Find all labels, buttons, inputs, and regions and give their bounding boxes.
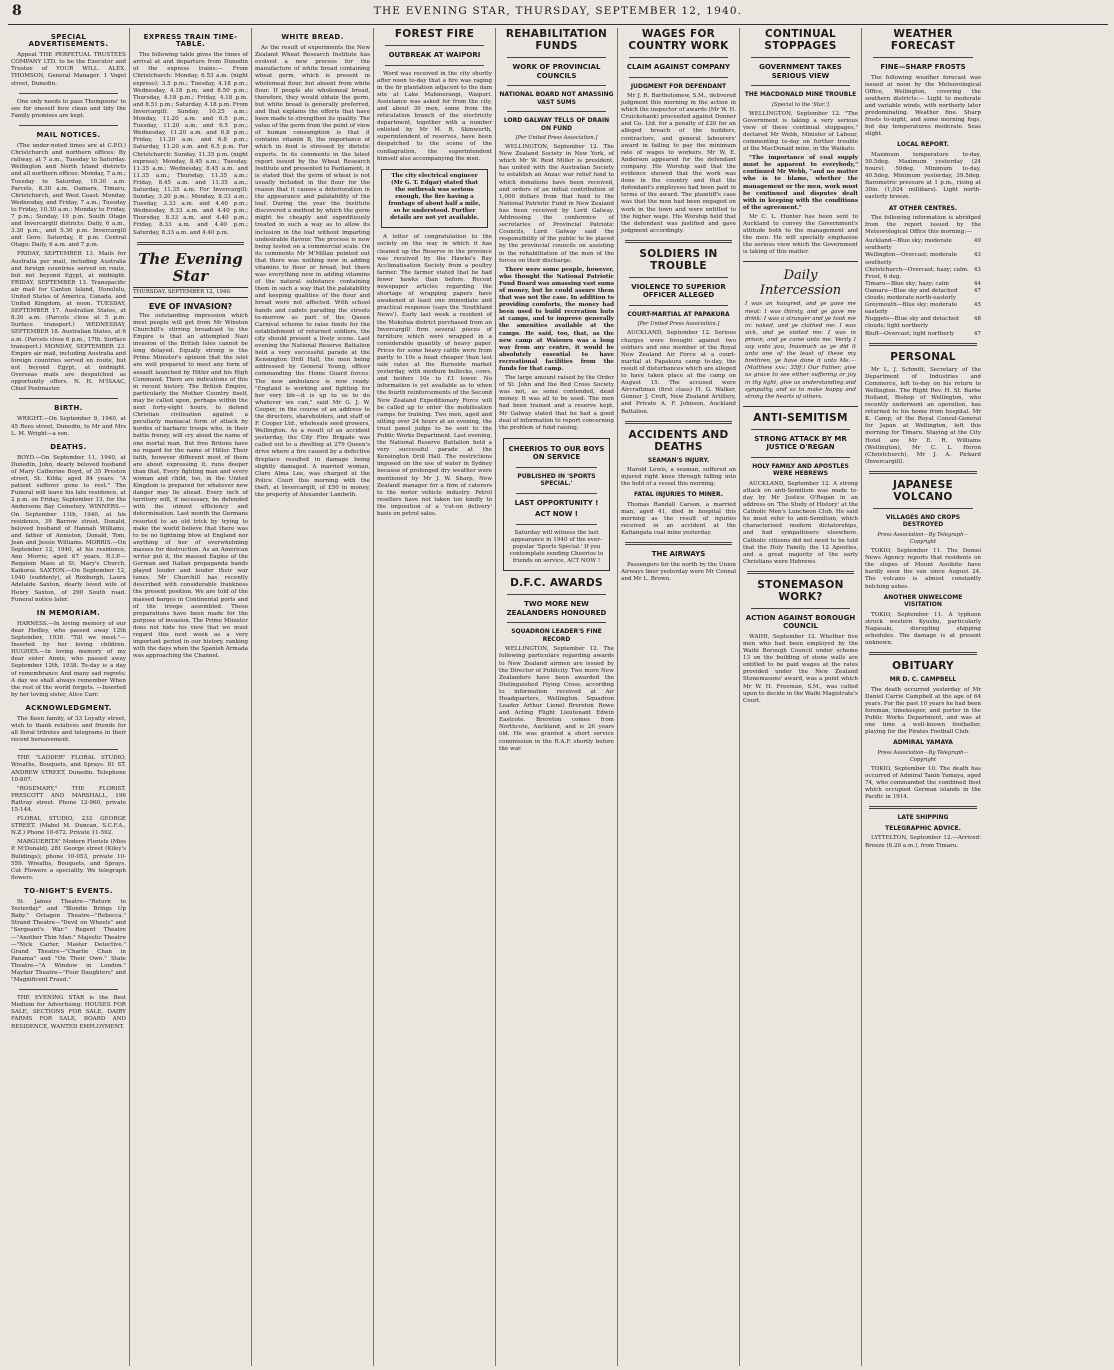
stonemason-subhead: ACTION AGAINST BOROUGH COUNCIL (745, 613, 856, 631)
yamaya-byline: Press Association—By Telegraph—Copyright (877, 749, 969, 763)
shipping-title: LATE SHIPPING (897, 814, 949, 822)
rehab-headline: REHABILITATION FUNDS (505, 28, 608, 52)
cheerios-ad (503, 438, 610, 571)
soldiers-subhead: VIOLENCE TO SUPERIOR OFFICER ALLEGED (631, 282, 726, 300)
cheerios-title: CHEERIOS TO OUR BOYS ON SERVICE (508, 444, 605, 462)
weather-temp: 48 (973, 316, 981, 323)
visitation-text: TOKIO, September 11. A typhoon struck western Kyushu, particularly Nagasaki, disrupting shipping schedules. The damage is at present unknown. (865, 611, 981, 647)
divider (751, 85, 850, 86)
stoppages-subhead: GOVERNMENT TAKES SERIOUS VIEW (759, 63, 842, 80)
obituary-subhead: MR D. C. CAMPBELL (889, 676, 957, 684)
volcano-byline: Press Association—By Telegraph—Copyright (877, 531, 969, 545)
soldiers-byline: [Per United Press Association.] (637, 321, 720, 328)
weather-row (865, 331, 981, 338)
local-report-title: LOCAL REPORT. (897, 141, 949, 149)
seaman-text: Harold Lewis, a seaman, suffered an injured right knee through falling into the hold of a vessel this morning. (621, 467, 736, 488)
rehab-byline: [Per United Press Association.] (515, 135, 598, 141)
divider (629, 57, 728, 58)
personal-text: Mr L. J. Schmitt, Secretary of the Department of Industries and Commerce, left to-day on his return to Wellington. The Right Rev. H. St. Barbe Holland, Bishop of Wellington, who recently underwent an operation, has returned to his home from hospital. Mr K. Camp, of the Royal Consul-General for Japan at Wellington, left this morning for Timaru. Staying at the City Hotel are Mr E. R. Williams (Wellington), Mr C. L. Heron (Christchurch), Mr J. A. Pickard (Invercargill). (865, 366, 981, 465)
divider (19, 398, 118, 399)
rehab-text-2: The large amount raised by the Order of St. John and the Red Cross Society was not, as some contended, dead money. It was all to be used. The men had been trained and a reserve kept. Mr Galway stated that he had a good deal of information to report concerning the problem of fund raising. (499, 375, 614, 431)
cheerios-act: ACT NOW ! (535, 510, 578, 519)
weather-row (865, 238, 981, 252)
weather-row (865, 316, 981, 330)
anti-semitism-subhead: STRONG ATTACK BY MR JUSTICE O'REGAN (754, 434, 847, 452)
white-bread-text: As the result of experiments the New Zealand Wheat Research Institute has evolved a new process for the manufacture of white bread containing wheat germ, which is present in wholemeal flour, but absent from white flour. If people ate wholemeal bread, therefore, they would obtain the germ, but white bread is generally preferred, and that explains the efforts that have been made to strengthen its quality. The value of the germ from the point of view of human consumption is that it contains vitamin B, the importance of which in food is stressed by dietetic experts. In its comments in the latest report issued by the Wheat Research Institute and presented to Parliament, it is stated that the germ of wheat is not usually included in the flour for the reason that it causes a deterioration in the appearance and palatability of the loaf. During the year the Institute discovered a method by which the germ might be cheaply and expeditiously treated in such a way as to allow its inclusion in the loaf without imparting undesirable flavour. The process is now being tested on a commercial scale. On its comments Mr M'Millan pointed out that there was nothing new in adding vitamins to flour or bread, but there was everything new in adding vitamins of the natural substance containing them in such a way that the palatability and keeping qualities of the flour and bread were not affected. With school bands and cadets parading the streets to-morrow as part of the Queen Carnival scheme to raise funds for the establishment of returned soldiers, the city should present a lively scene. Last evening the National Reserve Battalion held a very successful parade at the Kensington Drill Hall, the men being addressed by General Young, officer commanding the Home Guard forces. The new ambulance is now ready. "England is working and fighting for her very life—it is up to us to do whatever we can," said Mr G. J. W. Cooper, in the course of an address to the directors, shareholders, and staff of F. Cooper Ltd., wholesale seed growers, Wellington. As a result of an accident yesterday, the City Fire Brigade was called out to a dwelling at 279 Queen's drive where a fire caused by a defective fireplace resulted in damage being slightly damaged. A married woman, Clare Alma Lee, was charged at the Police Court this morning with the theft, at Invercargill, of £50 in money, the property of Alexander Lambeth. (255, 45, 370, 498)
shipping-subhead: TELEGRAPHIC ADVICE. (885, 824, 961, 832)
weather-row (865, 288, 981, 302)
rehab-subhead-3: LORD GALWAY TELLS OF DRAIN ON FUND (503, 117, 610, 132)
divider (507, 85, 606, 86)
rehab-bold-text: There were some people, however, who thought the National Patriotic Fund Board was amassing vast sums of money, but he could assure them that was not the case. In addition to providing comforts, the money had been used to build recreation huts at camps, and to improve generally the amenities available at the camps. He said, too, that, as the new camp at Waiouru was a long way from any centre, it would be absolutely essential to have recreational facilities from the funds for that camp. (499, 266, 614, 372)
soldiers-headline: SOLDIERS IN TROUBLE (639, 247, 718, 272)
other-centres-title: AT OTHER CENTRES. (888, 204, 958, 212)
page-header: THE EVENING STAR, THURSDAY, SEPTEMBER 12, 1940. (373, 5, 743, 17)
wages-text: Mr J. R. Bartholomew, S.M., delivered judgment this morning in the action in which the inspector of awards (Mr W. H. Cruickshank) proceeded against Donner and Co. Ltd. for a penalty of £20 for an alleged breach of the builders, contractors, and general labourers' award in failing to pay the minimum rate of wages to workers. Mr W. E. Anderson appeared for the defendant company. His Worship said that the evidence showed that the work was done in the country and that the defendant's employees had been paid in terms of the award. The plaintiff's case was that the men had been engaged on work in the town and were entitled to the higher wage. His Worship held that the defendant was justified and gave judgment accordingly. (621, 93, 736, 234)
obituary-text: The death occurred yesterday of Mr Daniel Carrie Campbell at the age of 64 years. For the past 10 years he had been foreman, timekeeper, and porter in the Public Works Department, and was at one time a well-known footballer, playing for the Pirates Football Club. (865, 686, 981, 736)
volcano-text: TOKIO, September 11. The Domei News Agency reports that residents on the slopes of Mount Asoikito have hardly seen the sun since August 24. The volcano is almost constantly belching ashes. (865, 548, 981, 590)
mail-notices-text: (The under-noted times are at C.P.O.) Christchurch and northern offices: By railway, at 7 a.m., Tuesday to Saturday. Wellington and North Island districts and all northern offices: Monday, 7 a.m.; Tuesday to Saturday, 10.30 a.m. Parcels, 8.30 a.m. Oamaru, Timaru, Christchurch, and West Coast: Monday, Wednesday, and Friday, 7 a.m.; Tuesday to Friday, 10.30 a.m.; Monday to Friday, 7 p.m.; Sunday, 10 p.m. South Otago and Invercargill districts: Daily, 6 a.m., 3.30 p.m., and 5.30 p.m. Invercargill and Gore: Saturday, 8 p.m. Central Otago: Daily, 6 a.m. and 7 p.m. (11, 143, 126, 249)
trustee-ad-text: Appeal THE PERPETUAL TRUSTEES COMPANY LTD. to be the Executor and Trustee of YOUR WILL. ALEX. THOMSON, General Manager. 1 Vogel street, Dunedin. (11, 52, 126, 87)
anti-semitism-subhead-2: HOLY FAMILY AND APOSTLES WERE HEBREWS (752, 462, 849, 478)
divider (516, 524, 597, 525)
weather-temp: 47 (973, 330, 981, 337)
mail-dates-text: FRIDAY, SEPTEMBER 13. Mails for Australia per mail, including Australia and foreign countries served en route, but not beyond Egypt, at midnight. FRIDAY, SEPTEMBER 13. Transpacific air mail for Canton Island, Honolulu, United States of America, Canada, and United Kingdom, at noon. TUESDAY, SEPTEMBER 17. Australian States, at 8.30 a.m. (Parcels close at 5 p.m. Surface transport.) WEDNESDAY, SEPTEMBER 18. Australian States, at 6 a.m. (Parcels close 6 p.m., 17th. Surface transport.) MONDAY, SEPTEMBER 23. Empire air mail, including Australia and foreign countries served en route, but not beyond Egypt, at midnight. Overseas mails are despatched as opportunity offers. N. H. M'ISAAC, Chief Postmaster. (11, 251, 126, 393)
divider (869, 652, 977, 655)
divider (751, 429, 850, 430)
weather-row (865, 302, 981, 316)
divider (869, 343, 977, 346)
divider (507, 594, 606, 595)
memoriam-text: HARNESS.—In loving memory of our dear Hedley, who passed away 12th September, 1936. "Till we meet."—Inserted by her loving children. HUGHES.—In loving memory of my dear sister Annie, who passed away September 12th, 1938. To-day is a day of remembrance And many sad regrets; A day we shall always remember When the rest of the world forgets. —Inserted by her loving sister, Alice Carr. (11, 620, 126, 698)
weather-temp: 49 (973, 238, 981, 245)
events-text: St. James Theatre—"Return to Yesterday" and "Blondie Brings Up Baby." Octagon Theatre—"Rebecca." Strand Theatre—"Devil on Wheels" and "Sergeant's War." Regent Theatre—"Another Thin Man." Majestic Theatre—"Nick Carter, Master Detective." Grand Theatre—"Charlie Chan in Panama" and "On Their Own." State Theatre—"A Window in London." Mayfair Theatre—"Four Daughters" and "Magnificent Fraud." (11, 899, 126, 984)
mail-notices-title: MAIL NOTICES. (36, 130, 101, 139)
florist-ad: THE "LADDER" FLORAL STUDIO, Wreaths, Bouquets, and Sprays. 81 ST. ANDREW STREET, Dunedin. Telephone 10-807. (11, 755, 126, 783)
forest-fire-subhead: OUTBREAK AT WAIPORI (388, 51, 481, 59)
accidents-headline: ACCIDENTS AND DEATHS (628, 428, 729, 453)
miner-title: FATAL INJURIES TO MINER. (633, 491, 724, 499)
divider (625, 240, 732, 243)
weather-place: Wellington—Overcast; moderate southerly (865, 252, 958, 266)
stonemason-headline: STONEMASON WORK? (757, 578, 844, 603)
divider (629, 77, 728, 78)
divider (625, 542, 732, 545)
divider (19, 749, 118, 750)
masthead (8, 3, 1108, 25)
cheerios-text: Saturday will witness the last appearance in 1940 of the ever-popular 'Sports Special.' If you contemplate sending Cheerios to friends on service, ACT NOW ! (509, 529, 604, 565)
wages-subhead: CLAIM AGAINST COMPANY (626, 63, 731, 71)
divider (516, 467, 597, 468)
weather-place: Bluff—Overcast; light northerly (865, 330, 955, 337)
local-report-text: Maximum temperature to-day, 50.5deg. Maximum yesterday (24 hours), 50deg. Minimum to-day, 40.5deg. Minimum yesterday, 39.5deg. Barometric pressure at 1 p.m., rising at 30in. (1,024 millibars). Light north-easterly breeze. (865, 151, 981, 201)
miner-text: Thomas Randall Carson, a married man, aged 41, died in hospital this morning as the result of injuries received in an accident at the Kaitangata coal mine yesterday. (621, 501, 736, 537)
rehab-text: WELLINGTON, September 12. The New Zealand Society in New York, of which Mr W. Reid Miller is president, has united with the Australian Society to establish an Anzac war relief fund to which donations have been received, and orders of an initial contribution of 1,000 dollars from that fund to the National Patriotic Fund in New Zealand has been received by Lord Galway. Addressing the conference of secretaries of Provincial Patriotic Councils, Lord Galway said the responsibility of the public to be placed by the provincial councils on assisting in the rehabilitation of the men of the forces on their discharge. (499, 144, 614, 264)
wages-headline: WAGES FOR COUNTRY WORK (628, 28, 729, 52)
weather-place: Oamaru—Blue sky and detached clouds; moderate north-easterly (865, 287, 958, 302)
memoriam-title: IN MEMORIAM. (36, 608, 101, 617)
divider (751, 457, 850, 458)
weather-temp: 44 (973, 280, 981, 287)
weather-temp: 43 (973, 252, 981, 259)
divider (507, 57, 606, 58)
rehab-subhead-2: NATIONAL BOARD NOT AMASSING VAST SUMS (499, 91, 614, 106)
soldiers-text: AUCKLAND, September 12. Serious charges were brought against two soldiers and one member of the Royal New Zealand Air Force at a court-martial at Papakura camp to-day, the result of disturbances which are alleged to have taken place at the camp on August 15. The accused were Aircraftman (first class) H. G. Walker, Gunner J. Croft, New Zealand Artillery, and Private A. F. Johnson, Auckland Battalion. (621, 330, 736, 415)
column-2 (130, 28, 252, 1366)
deaths-text: BOYD.—On September 11, 1940, at Dunedin, John, dearly beloved husband of Mary Catherine Boyd, of 35 Preston street, St. Kilda; aged 84 years. "A patient sufferer gone to rest." The Funeral will leave his late residence, at 2 p.m. on Friday, September 13, for the Andersons Bay Cemetery. WINNERS.—On September 11th, 1940, at his residence, 39 Barrow street, Donald, beloved husband of Hannah Williams, and father of Anniston, Donald, Tom, Jean and Jessie Williams. MORRIS.—On September 12, 1940, at his residence, Ann Morris; aged 67 years. R.I.P.—Requiem Mass at St. Mary's Church, Kaikorai. SAXTON.—On September 12, 1940 (suddenly), at Roxburgh, Laura Adelaide Saxton, dearly loved wife of Henry Saxton, of 290 South road. Funeral notice later. (11, 454, 126, 603)
advertising-footer: THE EVENING STAR is the Best Medium for Advertising: HOUSES FOR SALE, SECTIONS FOR SALE, DAIRY FARMS FOR SALE, BOARD AND RESIDENCE, WANTED EMPLOYMENT. (11, 995, 126, 1030)
weather-row (865, 252, 981, 266)
forest-fire-box-text: The city electrical engineer (Mr G. T. Edgar) stated that the outbreak was serious enough, the fire having a frontage of about half a mile, so he understood. Further details are not yet available. (388, 172, 481, 222)
issue-date: THURSDAY, SEPTEMBER 12, 1940. (133, 287, 248, 298)
airways-title: THE AIRWAYS (651, 550, 706, 559)
birth-title: BIRTH. (54, 404, 83, 413)
anti-semitism-headline: ANTI-SEMITISM (753, 411, 848, 424)
forest-fire-box (381, 169, 488, 229)
florist-ad: "ROSEMARY," THE FLORIST. PRESCOTT AND MARSHALL, 196 Rattray street. Phone 12-960, private 15-144. (11, 785, 126, 813)
dfc-subhead: TWO MORE NEW ZEALANDERS HONOURED (506, 600, 607, 617)
page-number: 8 (12, 3, 22, 19)
shipping-text: LYTTELTON, September 12.—Arrived: Breeze (6.20 a.m.), from Timaru. (865, 835, 981, 849)
forest-fire-text: Word was received in the city shortly after noon to-day that a fire was raging in the fir plantation adjacent to the dam site at Lake Mahinerangi, Waipori. Assistance was asked for from the city, and about 30 men, some from the reticulation branch of the electricity department, together with a number enlisted by Mr M. R. Skinworth, superintendent of reserves, have been despatched to the scene of the conflagration, the superintendent himself also accompanying the men. (377, 70, 492, 162)
other-centres-text: The following information is abridged from the report issued by the Meteorological Office this morning:— (865, 215, 981, 236)
stoppages-subhead-2: THE MACDONALD MINE TROUBLE (744, 91, 857, 98)
intercession-text: I was an hungred, and ye gave me meat: I was thirsty, and ye gave me drink: I was a stranger and ye took me in: naked, and ye clothed me: I was sick, and ye visited me: I was in prison, and ye came unto me. Verily I say unto you, Inasmuch as ye did it unto one of the least of these my brethren, ye have done it unto Me.—(Matthew xxv.: 35ff.) Our Father, give us grace to see either suffering or joy in thy light, give us understanding and sympathy, and so to make happy and strong the hearts of others. (745, 301, 856, 400)
divider (751, 608, 850, 609)
weather-place: Auckland—Blue sky; moderate southerly (865, 238, 952, 252)
special-ads-title: SPECIAL ADVERTISEMENTS. (28, 33, 109, 49)
divider (385, 65, 484, 66)
events-title: TO-NIGHT'S EVENTS. (24, 886, 113, 895)
weather-text: The following weather forecast was issued at noon by the Meteorological Office, Wellington, covering the southern districts:— Light to moderate and variable winds, with northerly later predominating. Weather fine. Sharp frosts to-night, and some morning fogs, but day temperatures moderate. Seas slight. (865, 74, 981, 138)
weather-place: Nuggets—Blue sky and detached clouds; light northerly (865, 316, 959, 330)
volcano-subhead: VILLAGES AND CROPS DESTROYED (885, 513, 961, 529)
newspaper-logo: The Evening Star (138, 249, 243, 285)
personal-headline: PERSONAL (890, 350, 956, 363)
divider (137, 242, 244, 245)
yamaya-text: TOKIO, September 10. The death has occurred of Admiral Tanin Yamaya, aged 74, who commanded the combined fleet which occupied German islands in the Pacific in 1914. (865, 765, 981, 801)
thompsons-notice: One only needs to pass Thompsons' to see for oneself how clean and tidy the Family premises are kept. (11, 98, 126, 119)
acknowledgment-text: The Keen family, of 33 Loyalty street, wish to thank relatives and friends for all floral tributes and telegrams in their recent bereavement. (11, 715, 126, 744)
column-1 (8, 28, 130, 1366)
weather-table (865, 238, 981, 337)
divider (747, 571, 854, 574)
newspaper-columns (8, 28, 1108, 1366)
airways-text: Passengers for the north by the Union Airways liner yesterday were Mr Connal and Mr L. Brown. (621, 561, 736, 583)
weather-place: Timaru—Blue sky; hazy; calm (865, 280, 949, 287)
forest-fire-headline: FOREST FIRE (394, 28, 475, 40)
divider (629, 305, 728, 306)
stoppages-text: WELLINGTON, September 12. "The Government is taking a very serious view of these continual stoppages," declared Mr Webb, Minister of Labour, commenting to-day on further trouble at the MacDonald mine, in the Waikato. (743, 110, 858, 153)
weather-row (865, 281, 981, 288)
train-timetable-text: The following table gives the times of arrival at and departure from Dunedin of the express trains:— From Christchurch: Monday, 6.53 a.m. (night express); 3.5 p.m.; Tuesday, 4.18 p.m.; Wednesday, 4.18 p.m. and 8.50 p.m.; Thursday, 4.18 p.m.; Friday, 4.18 p.m. and 8.51 p.m.; Saturday, 4.18 p.m. From Invercargill: Sunday, 10.25 a.m.; Monday, 11.20 a.m. and 6.5 p.m.; Tuesday, 11.20 a.m. and 6.5 p.m.; Wednesday, 11.20 a.m. and 6.8 p.m.; Friday, 11.20 a.m. and 6.8 p.m.; Saturday, 11.20 a.m. and 6.5 p.m. For Christchurch: Sunday, 11.35 p.m. (night express); Monday, 8.45 a.m.; Tuesday, 11.35 a.m.; Wednesday, 8.45 a.m. and 11.35 a.m.; Thursday, 11.35 a.m.; Friday, 8.45 a.m. and 11.35 a.m.; Saturday, 11.35 a.m. For Invercargill: Sunday, 3.20 p.m.; Monday, 8.33 a.m.; Tuesday, 3.33 a.m. and 4.40 p.m.; Wednesday, 8.33 a.m. and 4.40 p.m.; Thursday, 8.33 a.m. and 4.40 p.m.; Friday, 8.33 a.m. and 4.40 p.m.; Saturday, 8.33 a.m. and 4.40 p.m. (133, 52, 248, 236)
divider (19, 989, 118, 990)
divider (516, 493, 597, 494)
divider (873, 508, 973, 509)
column-4 (374, 28, 496, 1366)
stoppages-byline: [Special to the 'Star.'] (771, 101, 830, 108)
volcano-headline: JAPANESE VOLCANO (893, 478, 953, 503)
stoppages-quote: "The importance of coal supply must be apparent to everybody," continued Mr Webb, "and no matter who is to blame, whether the management or the men, work must be continued and disputes dealt with in keeping with the conditions of the agreement." (743, 155, 858, 211)
weather-place: Greymouth—Blue sky; moderate easterly (865, 302, 958, 316)
intercession-title: Daily Intercession (759, 268, 842, 299)
weather-row (865, 267, 981, 281)
stoppages-headline: CONTINUAL STOPPAGES (764, 28, 837, 52)
deaths-title: DEATHS. (50, 442, 87, 451)
obituary-headline: OBITUARY (892, 660, 954, 673)
seaman-title: SEAMAN'S INJURY. (647, 456, 710, 464)
dfc-headline: D.F.C. AWARDS (510, 577, 603, 590)
anti-semitism-text: AUCKLAND, September 12. A strong attack on anti-Semitism was made to-day by Mr Justice O'Regan in an address on 'The Study of History' at the Catholic Men's Luncheon Club. He said he must refer to anti-Semitism, which characterised modern dictatorships, and had sympathisers elsewhere. Catholic citizens did not need to be told that the Holy Family, the 12 Apostles, and a great majority of the early Christians were Hebrews. (743, 480, 858, 565)
florist-ad: MARGUERITA" Modern Florists (Miss P. M'Donald), 281 George street (Kiley's Buildings); phone 10-053, private 10-559. Wreaths, Bouquets, and Sprays. Cut Flowers a speciality. We telegraph flowers. (11, 839, 126, 881)
dfc-text: WELLINGTON, September 12. The following particulars regarding awards to New Zealand airmen are issued by the Director of Publicity. Two more New Zealanders have been awarded the Distinguished Flying Cross, according to information received at Air Headquarters, Wellington. Squadron Leader Arthur Lionel Brereton Rowe and Acting Flight Lieutenant Edwin Eastcote. Brereton comes from Northcote, Auckland, and is 26 years old. He was granted a short service commission in the R.A.F. shortly before the war. (499, 646, 614, 752)
divider (873, 57, 973, 58)
weather-temp: 43 (973, 266, 981, 273)
wages-subhead-2: JUDGMENT FOR DEFENDANT (630, 82, 727, 90)
acknowledgment-title: ACKNOWLEDGMENT. (25, 703, 112, 712)
column-7 (740, 28, 862, 1366)
divider (507, 622, 606, 623)
divider (869, 806, 977, 809)
divider (625, 421, 732, 424)
white-bread-title: WHITE BREAD. (281, 33, 344, 41)
editorial-text: The outstanding impression which most people will get from Mr Winston Churchill's stirring broadcast to the Empire is that an attempted Nazi invasion of the British Isles cannot be long delayed. Equally strong is the Prime Minister's opinion that the islet are well prepared to meet any form of assault launched by Hitler and his High Command. There are indications of this in recent history. The British Empire, particularly the Mother Country itself, may be called upon, perhaps within the next forty-eight hours, to defend Christian civilisation against a peculiarly maniacal form of attack by hordes of barbaric troops who, in their battle frenzy, will cry aloud the name of one mortal man. But free Britons have no regard for the name of Hitler. Their faith, however different most of them are about expressing it, runs deeper than that. Every fighting man and every woman and child, too, in the United Kingdom is prepared for whatever new danger may lie ahead. Every inch of territory will, if necessary, be defended with the utmost efficiency and determination. Last month the Germans resorted to an old trick by trying to make the world believe that there was to be no lightning blow at England nor anything of her of overwhelming masses for destruction. As an American writer put it, the massed Eagles of the German and Italian propaganda bands played louder and louder their war tunes. Mr Churchill has recently described with considerable frankness the present position. We are told of the massed barges in Continental ports and of the troops assembled. These preparations have been made for the purpose of invasion. The Prime Minister does not hide his view that we must regard this next week as a very important period in our history, ranking with the days when the Spanish Armada was approaching the Channel. (133, 312, 248, 660)
cheerios-sub: PUBLISHED IN 'SPORTS SPECIAL.' (517, 472, 596, 488)
column-6 (618, 28, 740, 1366)
news-briefs-text: A letter of congratulation to the society on the way in which it has cleaned up the Reserve in the province was received by the Hawke's Bay Acclimatisation Society from a poultry farmer. The farmer stated that he had fewer hawks than before. Recent newspaper articles regarding the shortage of wrapping papers have awakened at least one immediate and practical response (says the 'Southland News'). Early last week a resident of the Mokotua district purchased from an Invercargill firm several pieces of furniture which were wrapped in a considerable quantity of heavy paper. Prices for some heavy cattle were from parity to 10s a head cheaper than last sale rates at the Burnside market yesterday, with medium bullocks, cows, and heifers 10s to £1 lower. No information is yet available as to when the fourth reinforcements of the Second New Zealand Expeditionary Force will be called up to enter the mobilisation camps for training. Two men, aged and sitting over 24 hours at an evening, the trust panel judge to be sent to the Public Works Department. Last evening, the National Reserve Battalion held a very successful parade at the Kensington Drill Hall. The restrictions imposed on the use of water in Sydney because of prolonged dry weather were mentioned by Mr J. W. Sharp, New Zealand manager for a firm of caterers to the motor vehicle industry. Petrol resellers have not taken too kindly to the imposition of a 'cut-on delivery' basis on petrol sales. (377, 234, 492, 518)
intercession-box (743, 261, 858, 406)
cheerios-last: LAST OPPORTUNITY ! (514, 498, 599, 507)
divider (19, 125, 118, 126)
weather-headline: WEATHER FORECAST (890, 28, 956, 52)
editorial-title: EVE OF INVASION? (148, 301, 233, 311)
divider (751, 57, 850, 58)
divider (507, 111, 606, 112)
column-8 (862, 28, 984, 1366)
weather-subhead: FINE—SHARP FROSTS (880, 63, 966, 71)
weather-temp: 45 (973, 302, 981, 309)
soldiers-subhead-2: COURT-MARTIAL AT PAPAKURA (627, 310, 730, 318)
divider (629, 277, 728, 278)
stonemason-text: WAIHI, September 12. Whether five men who had been employed by the Waihi Borough Council under scheme 13 on the building of stone walls are entitled to be paid wages at the rates provided under the New Zealand Stonemasons' award, was a point which Mr W. H. Freeman, S.M., was called upon to decide in the Waihi Magistrate's Court. (743, 633, 858, 704)
birth-text: WRIGHT.—On September 9, 1940, at 45 Rees street, Dunedin, to Mr and Mrs L. M. Wright—a son. (11, 416, 126, 437)
divider (385, 45, 484, 46)
stoppages-text-2: Mr C. L. Hunter has been sent to Auckland to convey the Government's attitude both to the management and the men. He will specially emphasise the serious view which the Government is taking of this matter. (743, 213, 858, 256)
trustee-ad (11, 52, 126, 87)
divider (869, 471, 977, 474)
column-5 (496, 28, 618, 1366)
divider (19, 93, 118, 94)
visitation-title: ANOTHER UNWELCOME VISITATION (883, 593, 963, 609)
florist-ad: FLORAL STUDIO, 232 GEORGE STREET. (Mabel M. Duncan, S.C.F.A., N.Z.) Phone 10-672. Private 11-592. (11, 816, 126, 837)
weather-place: Christchurch—Overcast; hazy; calm. Frost, 6 deg. (865, 266, 969, 280)
train-timetable-title: EXPRESS TRAIN TIME-TABLE. (143, 33, 238, 49)
rehab-subhead: WORK OF PROVINCIAL COUNCILS (512, 63, 601, 80)
yamaya-title: ADMIRAL YAMAYA (893, 739, 953, 747)
weather-temp: 47 (973, 287, 981, 294)
column-3 (252, 28, 374, 1366)
dfc-subhead-2: SQUADRON LEADER'S FINE RECORD (511, 628, 602, 643)
